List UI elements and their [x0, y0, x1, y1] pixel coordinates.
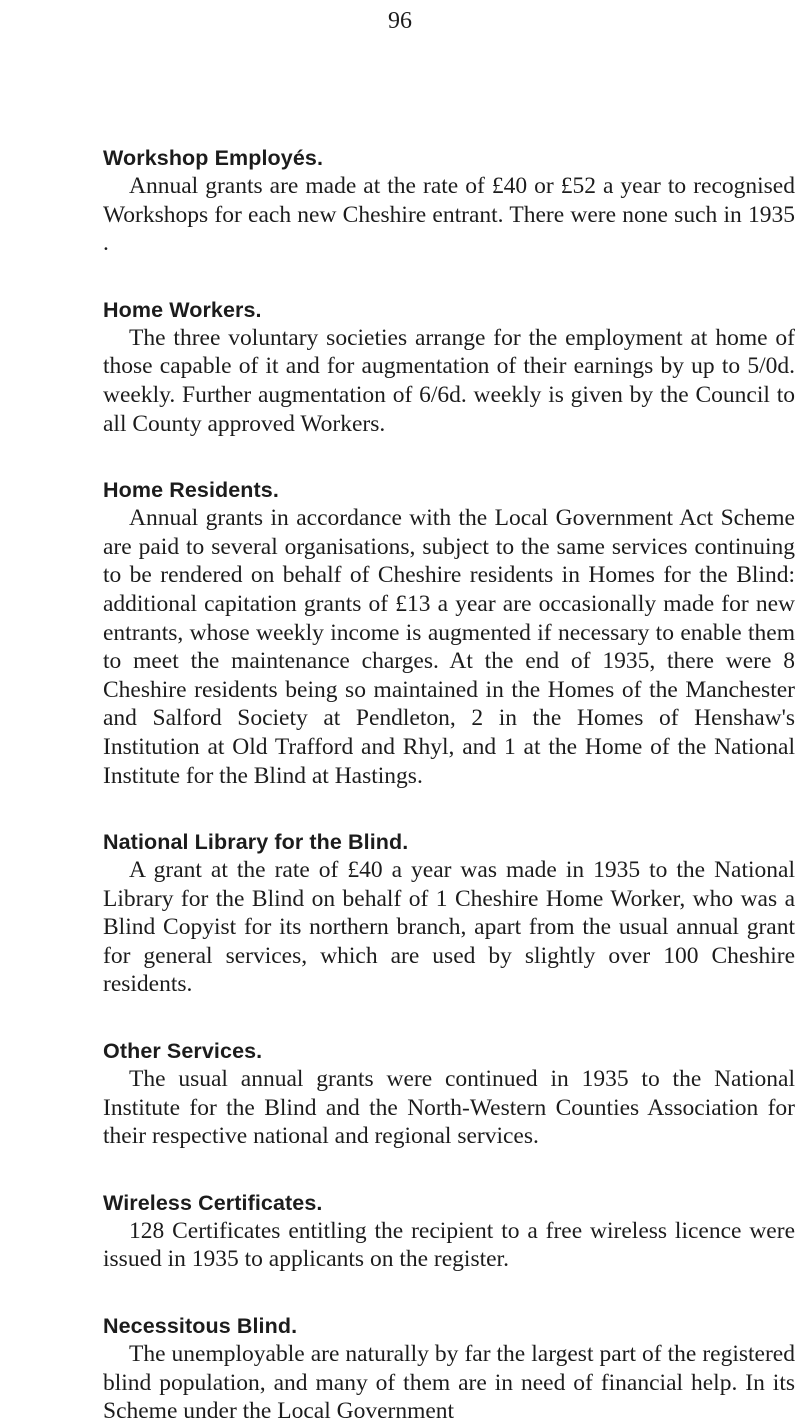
section-other-services [103, 1038, 795, 1151]
section-paragraph: The usual annual grants were continued in 1935 to the National Institute for the Blind and the North-Western Counties Association for their respective national and regional services. [103, 1066, 795, 1150]
page-body [103, 145, 795, 1426]
section-wireless-certificates [103, 1190, 795, 1274]
section-paragraph: Annual grants in accordance with the Local Government Act Scheme are paid to several organisations, subject to the same services continuing to be rendered on behalf of Cheshire residents in Homes for the Blind: additional capitation grants of £13 a year are occasionally made for new entrants, whose weekly income is augmented if necessary to enable them to meet the maintenance charges. At the end of 1935, there were 8 Cheshire residents being so maintained in the Homes of the Manchester and Salford Society at Pendleton, 2 in the Homes of Henshaw's Institution at Old Trafford and Rhyl, and 1 at the Home of the National Institute for the Blind at Hastings. [103, 505, 795, 789]
section-heading: Home Workers. [103, 297, 262, 322]
section-heading: Workshop Employés. [103, 146, 324, 170]
section-necessitous-blind [103, 1313, 795, 1426]
section-home-residents [103, 477, 795, 790]
section-paragraph: Annual grants are made at the rate of £40 or £52 a year to recognised Workshops for each new Cheshire entrant. There were none such in 1935 . [103, 173, 795, 257]
section-national-library [103, 829, 795, 999]
section-heading: Wireless Certificates. [103, 1190, 323, 1215]
section-paragraph: The three voluntary societies arrange for the employment at home of those capable of it and for augmentation of their earnings by up to 5/0d. weekly. Further augmentation of 6/6d. weekly is given by the Council to all County approved Workers. [103, 324, 795, 437]
page-number: 96 [388, 8, 412, 34]
section-heading: Other Services. [103, 1039, 263, 1064]
section-home-workers [103, 297, 795, 438]
section-heading: Necessitous Blind. [103, 1314, 298, 1339]
section-heading: Home Residents. [103, 478, 279, 503]
section-paragraph: The unemployable are naturally by far the largest part of the registered blind population, and many of them are in need of financial help. In its Scheme under the Local Government [103, 1341, 795, 1425]
section-heading: National Library for the Blind. [103, 830, 409, 855]
section-paragraph: A grant at the rate of £40 a year was made in 1935 to the National Library for the Blind on behalf of 1 Cheshire Home Worker, who was a Blind Copyist for its northern branch, apart from the usual annual grant for general services, which are used by slightly over 100 Cheshire residents. [103, 857, 795, 998]
section-workshop-employes [103, 145, 795, 258]
section-paragraph: 128 Certificates entitling the recipient to a free wireless licence were issued in 1935 to applicants on the register. [103, 1217, 795, 1273]
